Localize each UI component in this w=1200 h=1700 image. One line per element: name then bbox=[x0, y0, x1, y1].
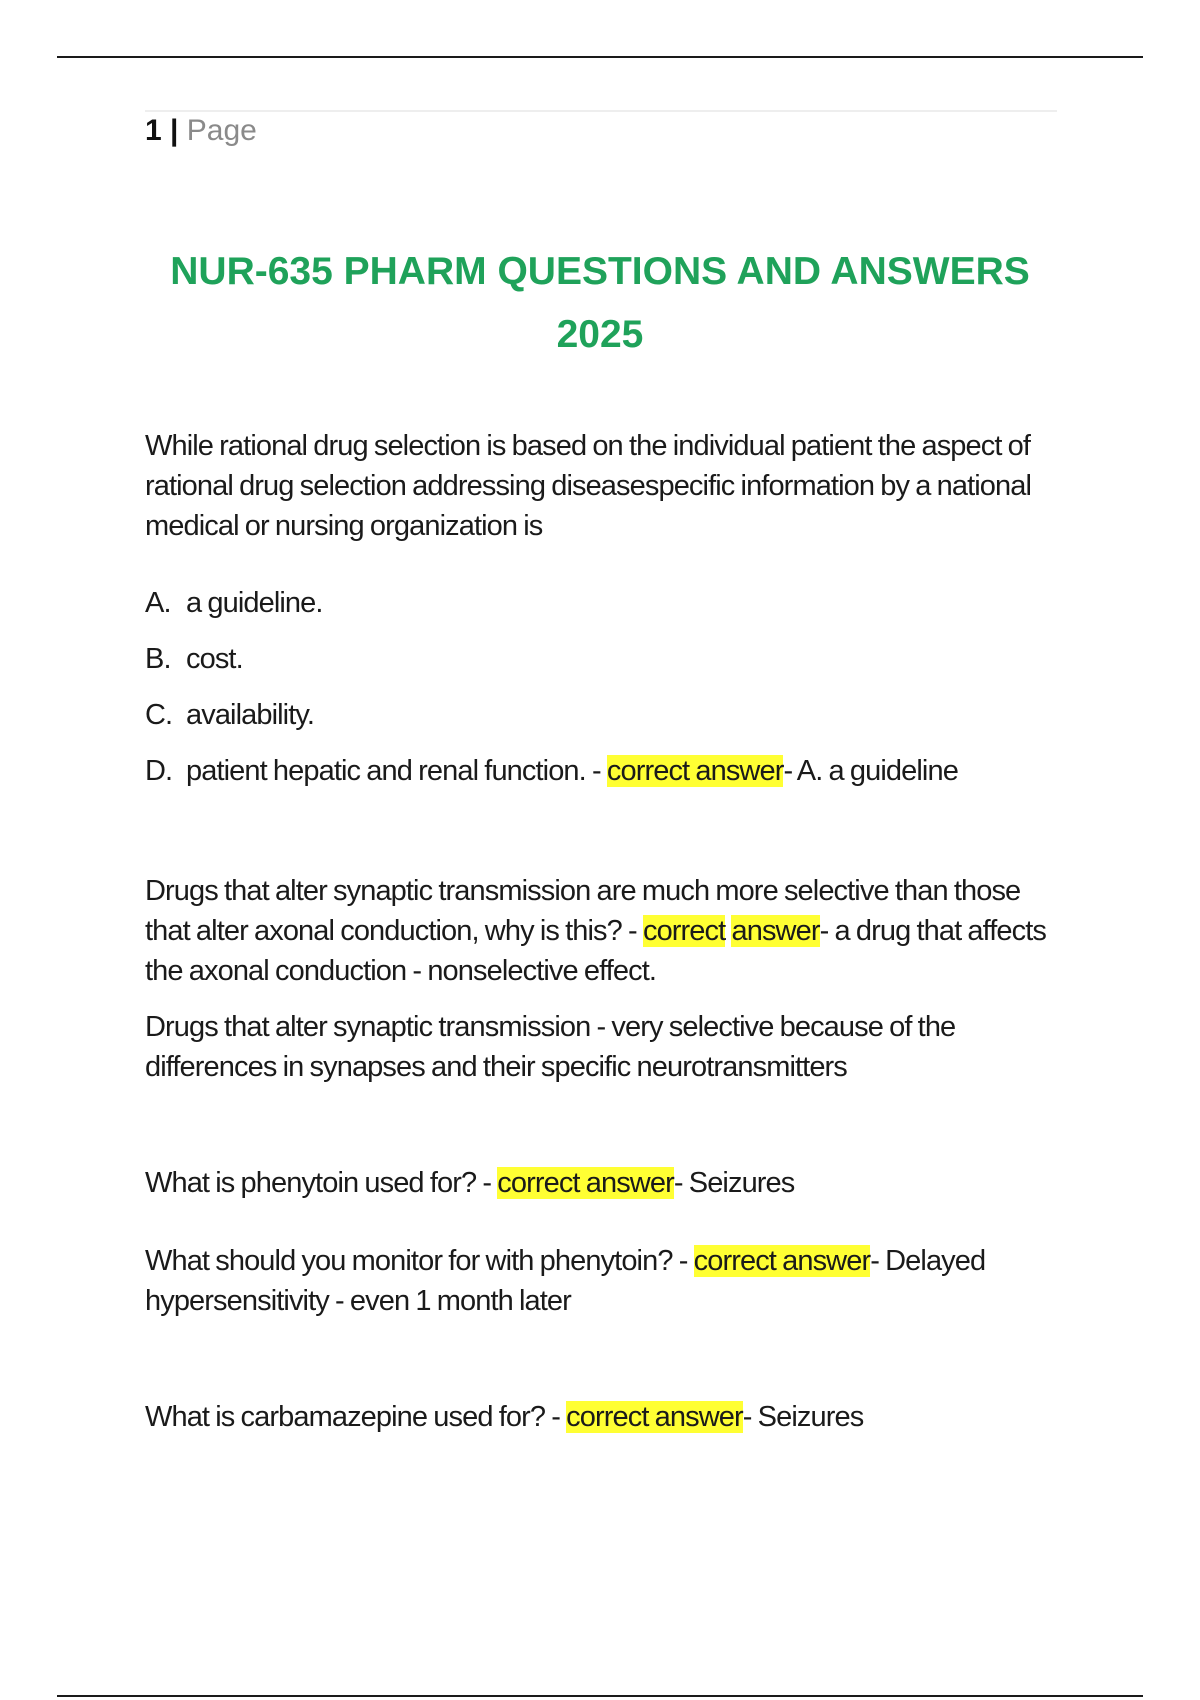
question-text: What is carbamazepine used for? - bbox=[145, 1401, 567, 1433]
question-2 bbox=[145, 871, 1050, 991]
question-1: While rational drug selection is based on the individual patient the aspect of rational drug selection addressing diseasespecific information by a national medical or nursing organization is bbox=[145, 430, 1031, 542]
option-text: a guideline. bbox=[186, 587, 323, 619]
bottom-rule bbox=[57, 1695, 1143, 1697]
question-2-followup: Drugs that alter synaptic transmission - very selective because of the differences in synapses and their specific neurotransmitters bbox=[145, 1011, 956, 1083]
document-body bbox=[145, 426, 1050, 1437]
question-text: What should you monitor for with phenytoin? - bbox=[145, 1245, 694, 1277]
answer-text: - A. a guideline bbox=[783, 755, 958, 787]
correct-answer-highlight: answer bbox=[731, 915, 820, 947]
document-title bbox=[145, 240, 1055, 366]
page-number: 1 bbox=[145, 114, 162, 147]
option-a bbox=[145, 583, 1050, 623]
option-c bbox=[145, 695, 1050, 735]
correct-answer-highlight: correct answer bbox=[693, 1245, 871, 1277]
title-line-2: 2025 bbox=[556, 313, 644, 356]
page-separator: | bbox=[170, 114, 179, 147]
question-text: Drugs that alter synaptic transmission are much more selective than those that alter axonal conduction, why is this? - bbox=[145, 875, 1021, 947]
correct-answer-highlight: correct answer bbox=[497, 1167, 674, 1199]
header-line bbox=[145, 110, 1057, 112]
correct-answer-highlight: correct bbox=[642, 915, 726, 947]
question-4 bbox=[145, 1241, 1050, 1321]
option-text: patient hepatic and renal function. - bbox=[186, 755, 607, 787]
correct-answer-highlight: correct answer bbox=[566, 1401, 743, 1433]
correct-answer-highlight: correct answer bbox=[606, 755, 784, 787]
title-line-1: NUR-635 PHARM QUESTIONS AND ANSWERS bbox=[170, 250, 1030, 293]
page-word: Page bbox=[186, 114, 257, 147]
answer-text: - a drug that affects the axonal conduction - nonselective effect. bbox=[145, 915, 1047, 987]
option-text: availability. bbox=[186, 699, 314, 731]
question-5 bbox=[145, 1397, 1050, 1437]
top-rule bbox=[57, 56, 1143, 58]
option-text: cost. bbox=[186, 643, 243, 675]
page-number-label bbox=[145, 113, 257, 149]
option-letter: A. bbox=[145, 587, 171, 619]
question-1-options bbox=[145, 583, 1050, 791]
answer-text: - Seizures bbox=[673, 1167, 795, 1199]
option-letter: C. bbox=[145, 699, 173, 731]
question-3 bbox=[145, 1163, 1050, 1203]
option-d bbox=[145, 751, 1050, 791]
answer-text: - Seizures bbox=[742, 1401, 864, 1433]
answer-text: - Delayed hypersensitivity - even 1 month later bbox=[145, 1245, 986, 1317]
option-letter: D. bbox=[145, 755, 173, 787]
question-text: What is phenytoin used for? - bbox=[145, 1167, 498, 1199]
option-letter: B. bbox=[145, 643, 171, 675]
option-b bbox=[145, 639, 1050, 679]
